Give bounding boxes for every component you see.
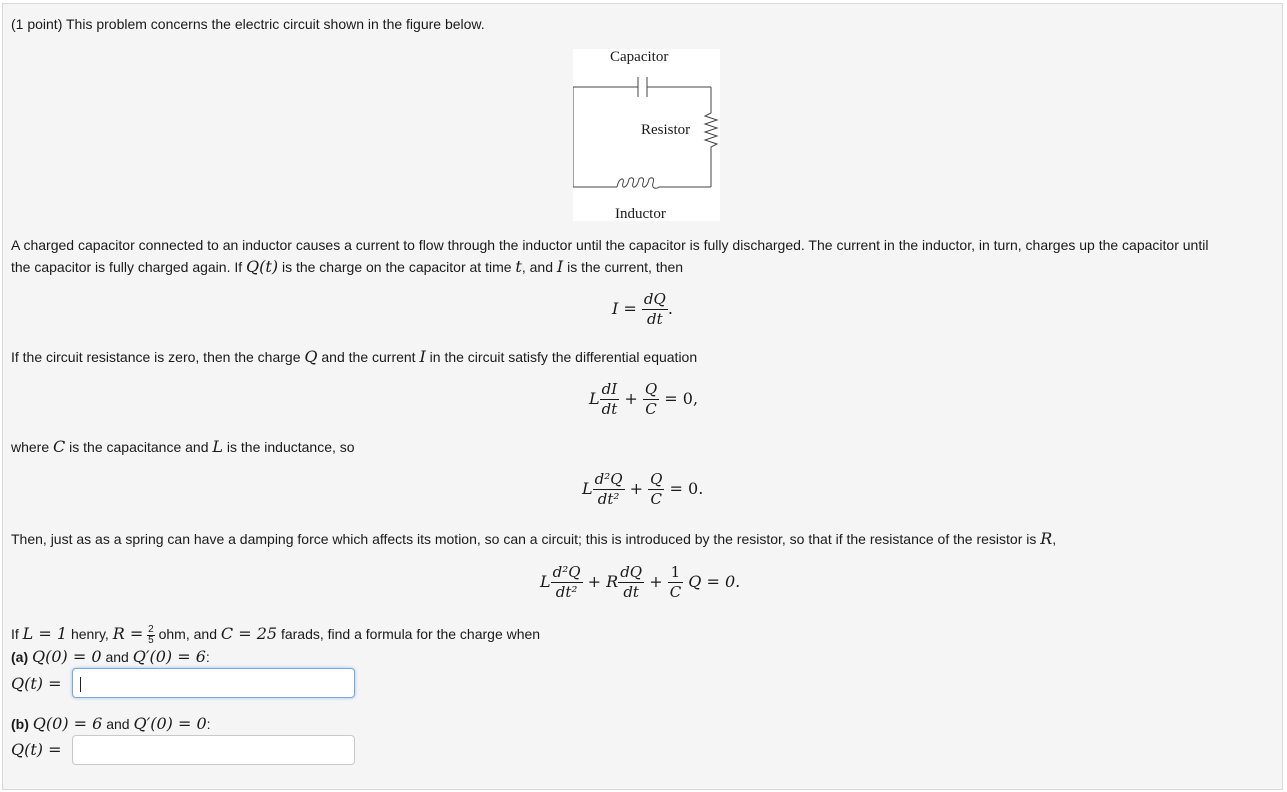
part-b-answer-label: Q(t) = <box>11 740 62 759</box>
problem-intro: (1 point) This problem concerns the electric circuit shown in the figure below. <box>11 16 485 32</box>
i-variable: I <box>556 257 564 276</box>
paragraph-1-line-1: A charged capacitor connected to an inductor causes a current to flow through the inductor until the capacitor is fully discharged. The current in the inductor, in turn, charges up the capacitor until <box>11 237 1209 253</box>
part-b-answer-input[interactable] <box>72 735 355 765</box>
q-of-t: Q(t) <box>246 257 279 276</box>
paragraph-3: where C is the capacitance and L is the inductance, so <box>11 437 355 456</box>
equation-damped: L $\frac{\text{d²Q}}{\text{dt²}}$ + R $\frac{dQ}{dt}$ + $\frac{1}{C}$ Q = 0. <box>540 563 741 601</box>
part-a-answer-input[interactable] <box>72 668 355 698</box>
resistor-zigzag <box>705 87 717 187</box>
paragraph-4: Then, just as as a spring can have a damping force which affects its motion, so can a circuit; this is introduced by the resistor, so that if the resistance of the resistor is R, <box>11 529 1057 548</box>
equation-current: I = $\frac{dQ}{dt}$ . <box>612 290 673 328</box>
circuit-figure <box>573 49 720 221</box>
part-b-conditions: (b) Q(0) = 6 and Q′(0) = 0: <box>11 714 211 733</box>
text-caret <box>80 677 81 692</box>
equation-second-order: L $\frac{\text{d²Q}}{\text{dt²}}$ + $\frac{Q}{C}$ = 0. <box>582 470 704 508</box>
equation-lc: L $\frac{dI}{dt}$ + $\frac{Q}{C}$ = 0, <box>589 380 699 418</box>
capacitor-plates <box>638 77 647 97</box>
paragraph-2: If the circuit resistance is zero, then the charge Q and the current I in the circuit satisfy the differential equation <box>11 347 698 366</box>
inductor-label: Inductor <box>615 206 666 222</box>
paragraph-1-line-2: the capacitor is fully charged again. If Q(t) is the charge on the capacitor at time t, and I is the current, then <box>11 257 684 276</box>
inductor-coil <box>617 178 659 188</box>
t-variable: t <box>515 257 522 276</box>
given-values: If L = 1 henry, R = $\frac{2}{5}$ ohm, and C = 25 farads, find a formula for the charge when <box>11 623 541 646</box>
resistor-label: Resistor <box>641 122 691 138</box>
capacitor-label: Capacitor <box>610 49 669 65</box>
part-a-conditions: (a) Q(0) = 0 and Q′(0) = 6: <box>11 647 210 666</box>
part-a-answer-label: Q(t) = <box>11 674 62 693</box>
